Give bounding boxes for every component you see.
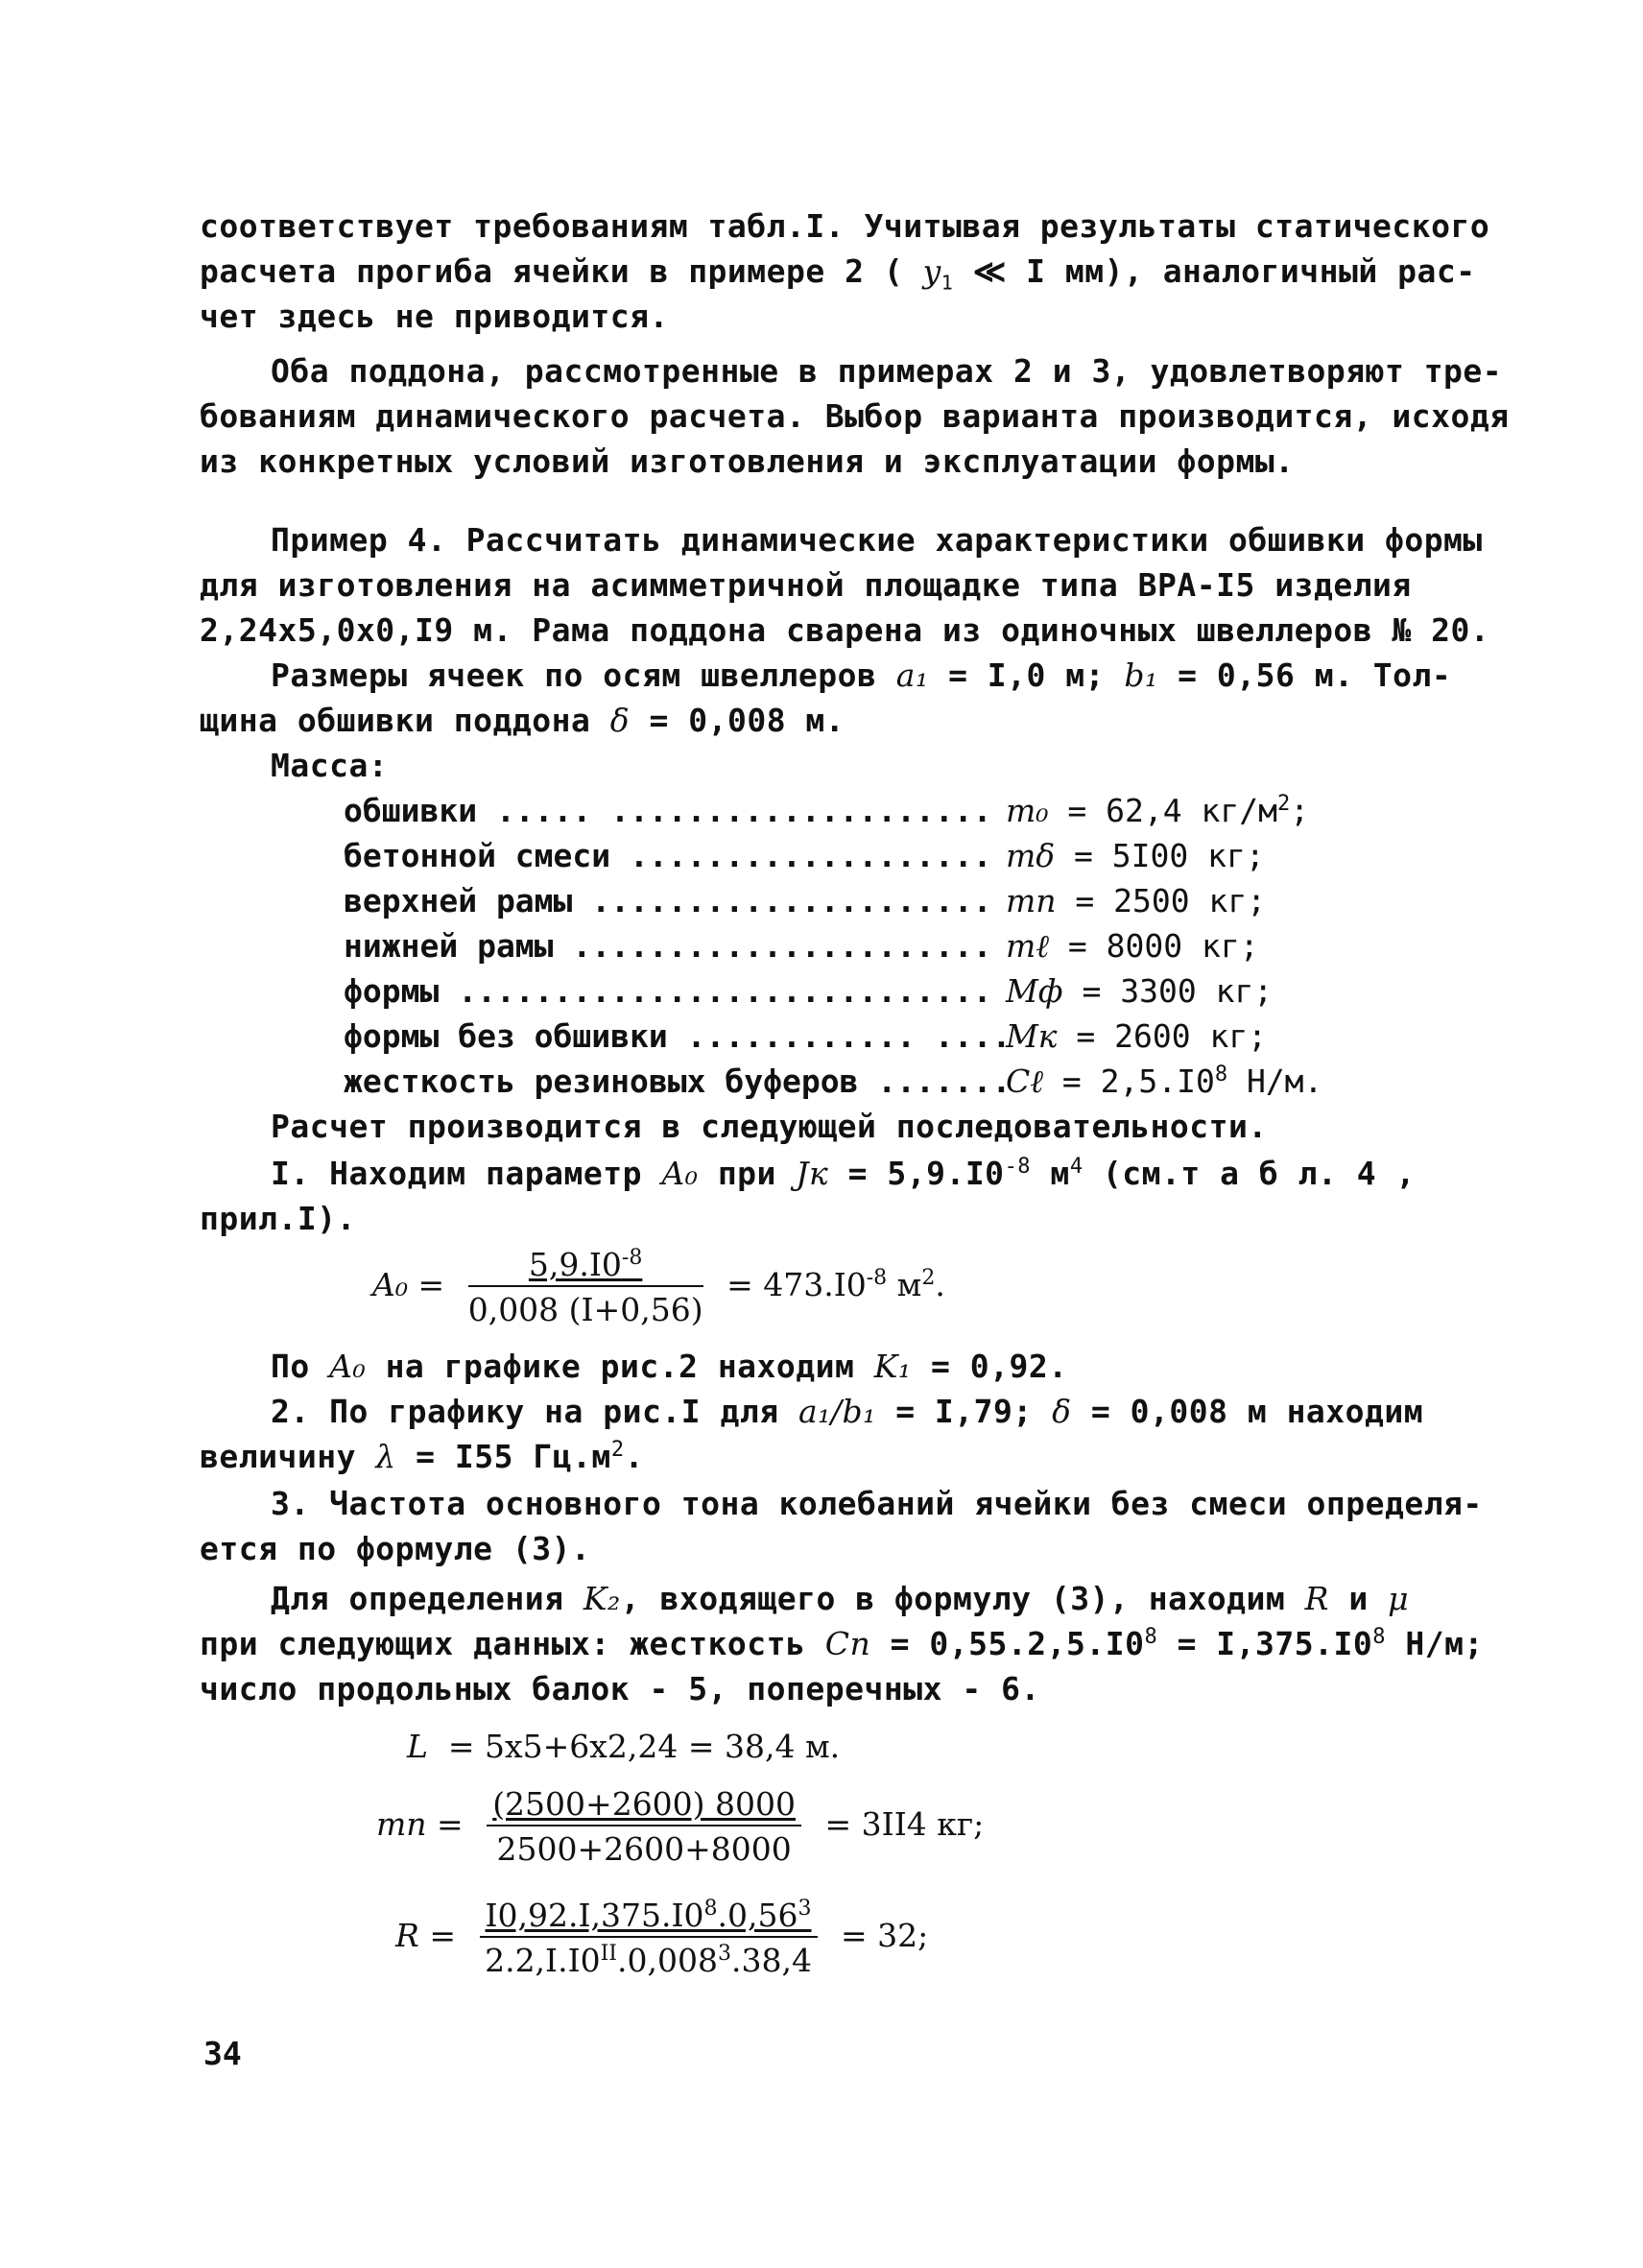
text-line: I. Находим параметр A₀ при Jк = $5,9.I0^{-8}$ $м^4$ (см.т а б л. 4 , [271, 1155, 1416, 1192]
page-number: 34 [203, 2035, 242, 2072]
text-line: 3. Частота основного тона колебаний ячейки без смеси определя- [271, 1485, 1483, 1522]
formula-r: R = $\frac{I0,92.I,375.I0^8.0,56^3}{2.2,I.I0^{II}.0,008^3.38,4}$ = 32; [395, 1897, 929, 1979]
text-line: соответствует требованиям табл.I. Учитывая результаты статического [200, 207, 1490, 245]
text-line: По A₀ на графике рис.2 находим K₁ = 0,92. [271, 1348, 1068, 1385]
formula-l: L = 5x5+6x2,24 = 38,4 м. [407, 1728, 841, 1765]
text-line: из конкретных условий изготовления и эксплуатации формы. [200, 442, 1295, 480]
text-line: при следующих данных: жесткость Cп = $0,55.2,5.I0^8 = I,375.I0^8$ Н/м; [200, 1625, 1484, 1662]
text-line: 2,24x5,0x0,I9 м. Рама поддона сварена из одиночных швеллеров № 20. [200, 611, 1490, 649]
text-line: Оба поддона, рассмотренные в примерах 2 и 3, удовлетворяют тре- [271, 352, 1503, 390]
text-line: бованиям динамического расчета. Выбор варианта производится, исходя [200, 397, 1510, 435]
text-line: щина обшивки поддона δ = 0,008 м. [200, 702, 845, 739]
text-line: 2. По графику на рис.I для a₁/b₁ = I,79; δ = 0,008 м находим [271, 1393, 1424, 1430]
document-page: соответствует требованиям табл.I. Учитывая результаты статического расчета прогиба ячейки в примере 2 ( $y_1$ ≪ I мм), аналогичный рас- чет здесь не приводится. Оба поддона, рассмотренные в примерах 2 и 3, удовлетворяют тре- бованиям динамического расчета. Выбор варианта производится, исходя из конкретных условий изготовления и эксплуатации формы. Пример 4. Рассчитать динамические характеристики обшивки формы для изготовления на асимметричной площадке типа ВРА-I5 изделия 2,24x5,0x0,I9 м. Рама поддона сварена из одиночных швеллеров № 20. Размеры ячеек по осям швеллеров a₁ = I,0 м; b₁ = 0,56 м. Тол- щина обшивки поддона δ = 0,008 м. Масса: обшивки ..... .................... m₀ = 62,4 $кг/м^2$; бетонной смеси ................... mδ = 5I00 кг; верхней рамы ..................... mп = 2500 кг; нижней рамы ...................... mℓ = 8000 кг; формы ............................ Mф = 3300 кг; формы без обшивки ............ .... Mк = 2600 кг; жесткость резиновых буферов ....... Cℓ = $2,5.I0^8$ Н/м. Расчет производится в следующей последовательности. I. Находим параметр A₀ при Jк = $5,9.I0^{-8}$ $м^4$ (см.т а б л. 4 , прил.I). A₀ = $\frac{5,9.I0^{-8}}{0,008 (I+0,56)}$ = $473.I0^{-8}$ $м^2$. По A₀ на графике рис.2 находим K₁ = 0,92. 2. По графику на рис.I для a₁/b₁ = I,79; δ = 0,008 м находим величину λ = I55 $Гц.м^2$. 3. Частота основного тона колебаний ячейки без смеси определя- ется по формуле (3). Для определения K₂, входящего в формулу (3), находим R и μ при следующих данных: жесткость Cп = $0,55.2,5.I0^8 = I,375.I0^8$ Н/м; число продольных балок - 5, поперечных - 6. L = 5x5+6x2,24 = 38,4 м. mп = $\frac{(2500+2600) 8000}{2500+2600+8000}$ = 3II4 кг; R = $\frac{I0,92.I,375.I0^8.0,56^3}{2.2,I.I0^{II}.0,008^3.38,4}$ = 32; 34 [0, 0, 1643, 2268]
formula-mn: mп = $\frac{(2500+2600) 8000}{2500+2600+8000}$ = 3II4 кг; [376, 1785, 985, 1868]
text-line: число продольных балок - 5, поперечных - 6. [200, 1670, 1040, 1707]
text-line: ется по формуле (3). [200, 1530, 591, 1567]
text-line: Для определения K₂, входящего в формулу (3), находим R и μ [271, 1580, 1410, 1617]
text-line: расчета прогиба ячейки в примере 2 ( $y_1$ ≪ I мм), аналогичный рас- [200, 252, 1476, 295]
text-line: величину λ = I55 $Гц.м^2$. [200, 1438, 644, 1475]
text-line: Размеры ячеек по осям швеллеров a₁ = I,0 м; b₁ = 0,56 м. Тол- [271, 657, 1452, 694]
text-line: прил.I). [200, 1200, 356, 1237]
text-line: Расчет производится в следующей последовательности. [271, 1108, 1268, 1145]
text-line: чет здесь не приводится. [200, 298, 669, 335]
mass-heading: Масса: [271, 747, 389, 784]
example-heading-line: Пример 4. Рассчитать динамические характеристики обшивки формы [271, 521, 1483, 559]
text-line: для изготовления на асимметричной площадке типа ВРА-I5 изделия [200, 566, 1412, 604]
formula-a0: A₀ = $\frac{5,9.I0^{-8}}{0,008 (I+0,56)}$ = $473.I0^{-8}$ $м^2$. [372, 1246, 945, 1328]
